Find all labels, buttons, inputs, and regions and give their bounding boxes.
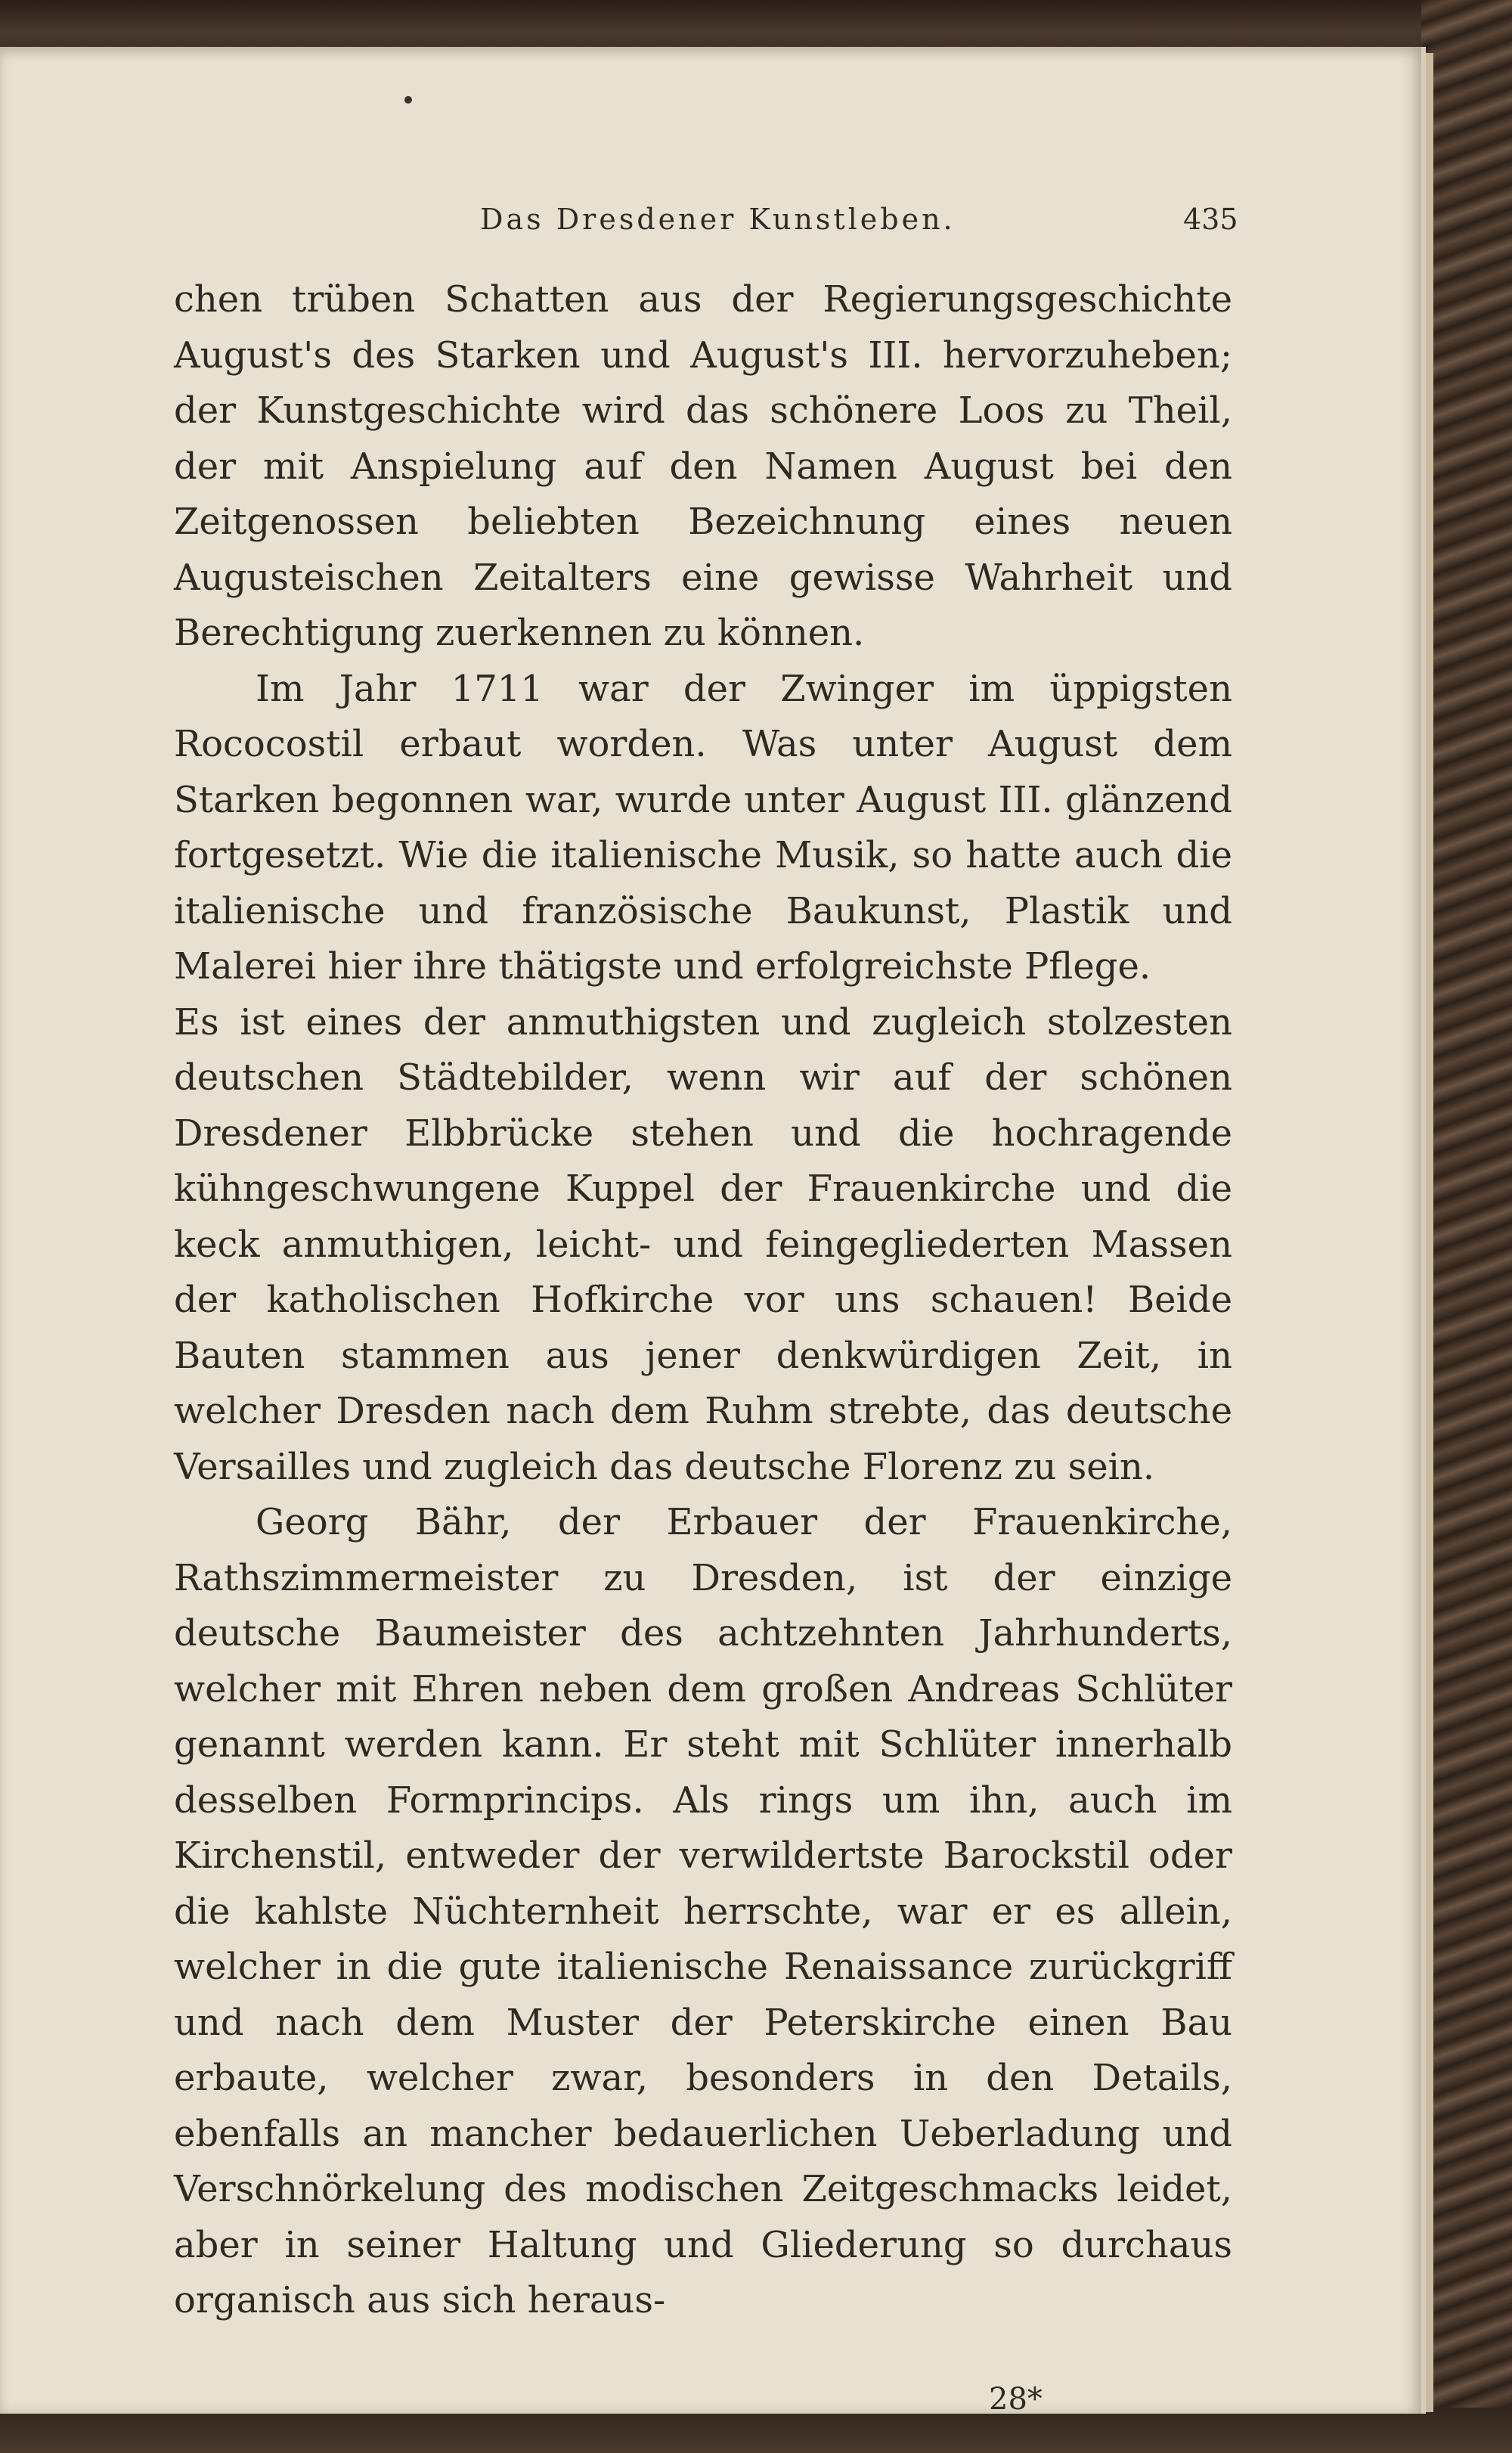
page-number: 435 — [1183, 203, 1238, 236]
paragraph: Es ist eines der anmuthigsten und zugleich stolzesten deutschen Städtebilder, wenn wir auf der schönen Dresdener Elbbrücke stehen und die hochragende kühngeschwungene Kuppel der Frauenkirche und die keck anmuthigen, leicht- und feingegliederten Massen der katholischen Hofkirche vor uns schauen! Beide Bauten stammen aus jener denkwürdigen Zeit, in welcher Dresden nach dem Ruhm strebte, das deutsche Versailles und zugleich das deutsche Florenz zu sein. — [174, 1000, 1232, 1488]
book-cover-edge — [1421, 0, 1512, 2453]
book-cover-bottom — [0, 2408, 1512, 2453]
ink-speck — [404, 96, 412, 104]
printer-signature: 28* — [989, 2382, 1043, 2417]
paragraph: Georg Bähr, der Erbauer der Frauenkirche, Rathszimmermeister zu Dresden, ist der einzige deutsche Baumeister des achtzehnten Jahrhunderts, welcher mit Ehren neben dem großen Andreas Schlüter genannt werden kann. Er steht mit Schlüter innerhalb desselben Formprincips. Als rings um ihn, auch im Kirchenstil, entweder der verwildertste Barockstil oder die kahlste Nüchternheit herrschte, war er es allein, welcher in die gute italienische Renaissance zurückgriff und nach dem Muster der Peterskirche einen Bau erbaute, welcher zwar, besonders in den Details, ebenfalls an mancher bedauerlichen Ueberladung und Verschnörkelung des modischen Zeitgeschmacks leidet, aber in seiner Haltung und Gliederung so durchaus organisch aus sich heraus- — [174, 1501, 1232, 2321]
book-cover-top — [0, 0, 1512, 53]
page-edge — [1426, 53, 1433, 2412]
paragraph: chen trüben Schatten aus der Regierungsgeschichte August's des Starken und August's III. hervorzuheben; der Kunstgeschichte wird das schönere Loos zu Theil, der mit Anspielung auf den Namen August bei den Zeitgenossen beliebten Bezeichnung eines neuen Augusteischen Zeitalters eine gewisse Wahrheit und Berechtigung zuerkennen zu können. — [174, 278, 1232, 654]
paragraph: Im Jahr 1711 war der Zwinger im üppigsten Rococostil erbaut worden. Was unter August dem Starken begonnen war, wurde unter August III. glänzend fortgesetzt. Wie die italienische Musik, so hatte auch die italienische und französische Baukunst, Plastik und Malerei hier ihre thätigste und erfolgreichste Pflege. — [174, 667, 1232, 988]
running-head: Das Dresdener Kunstleben. — [480, 203, 956, 236]
body-text — [174, 272, 1232, 2329]
